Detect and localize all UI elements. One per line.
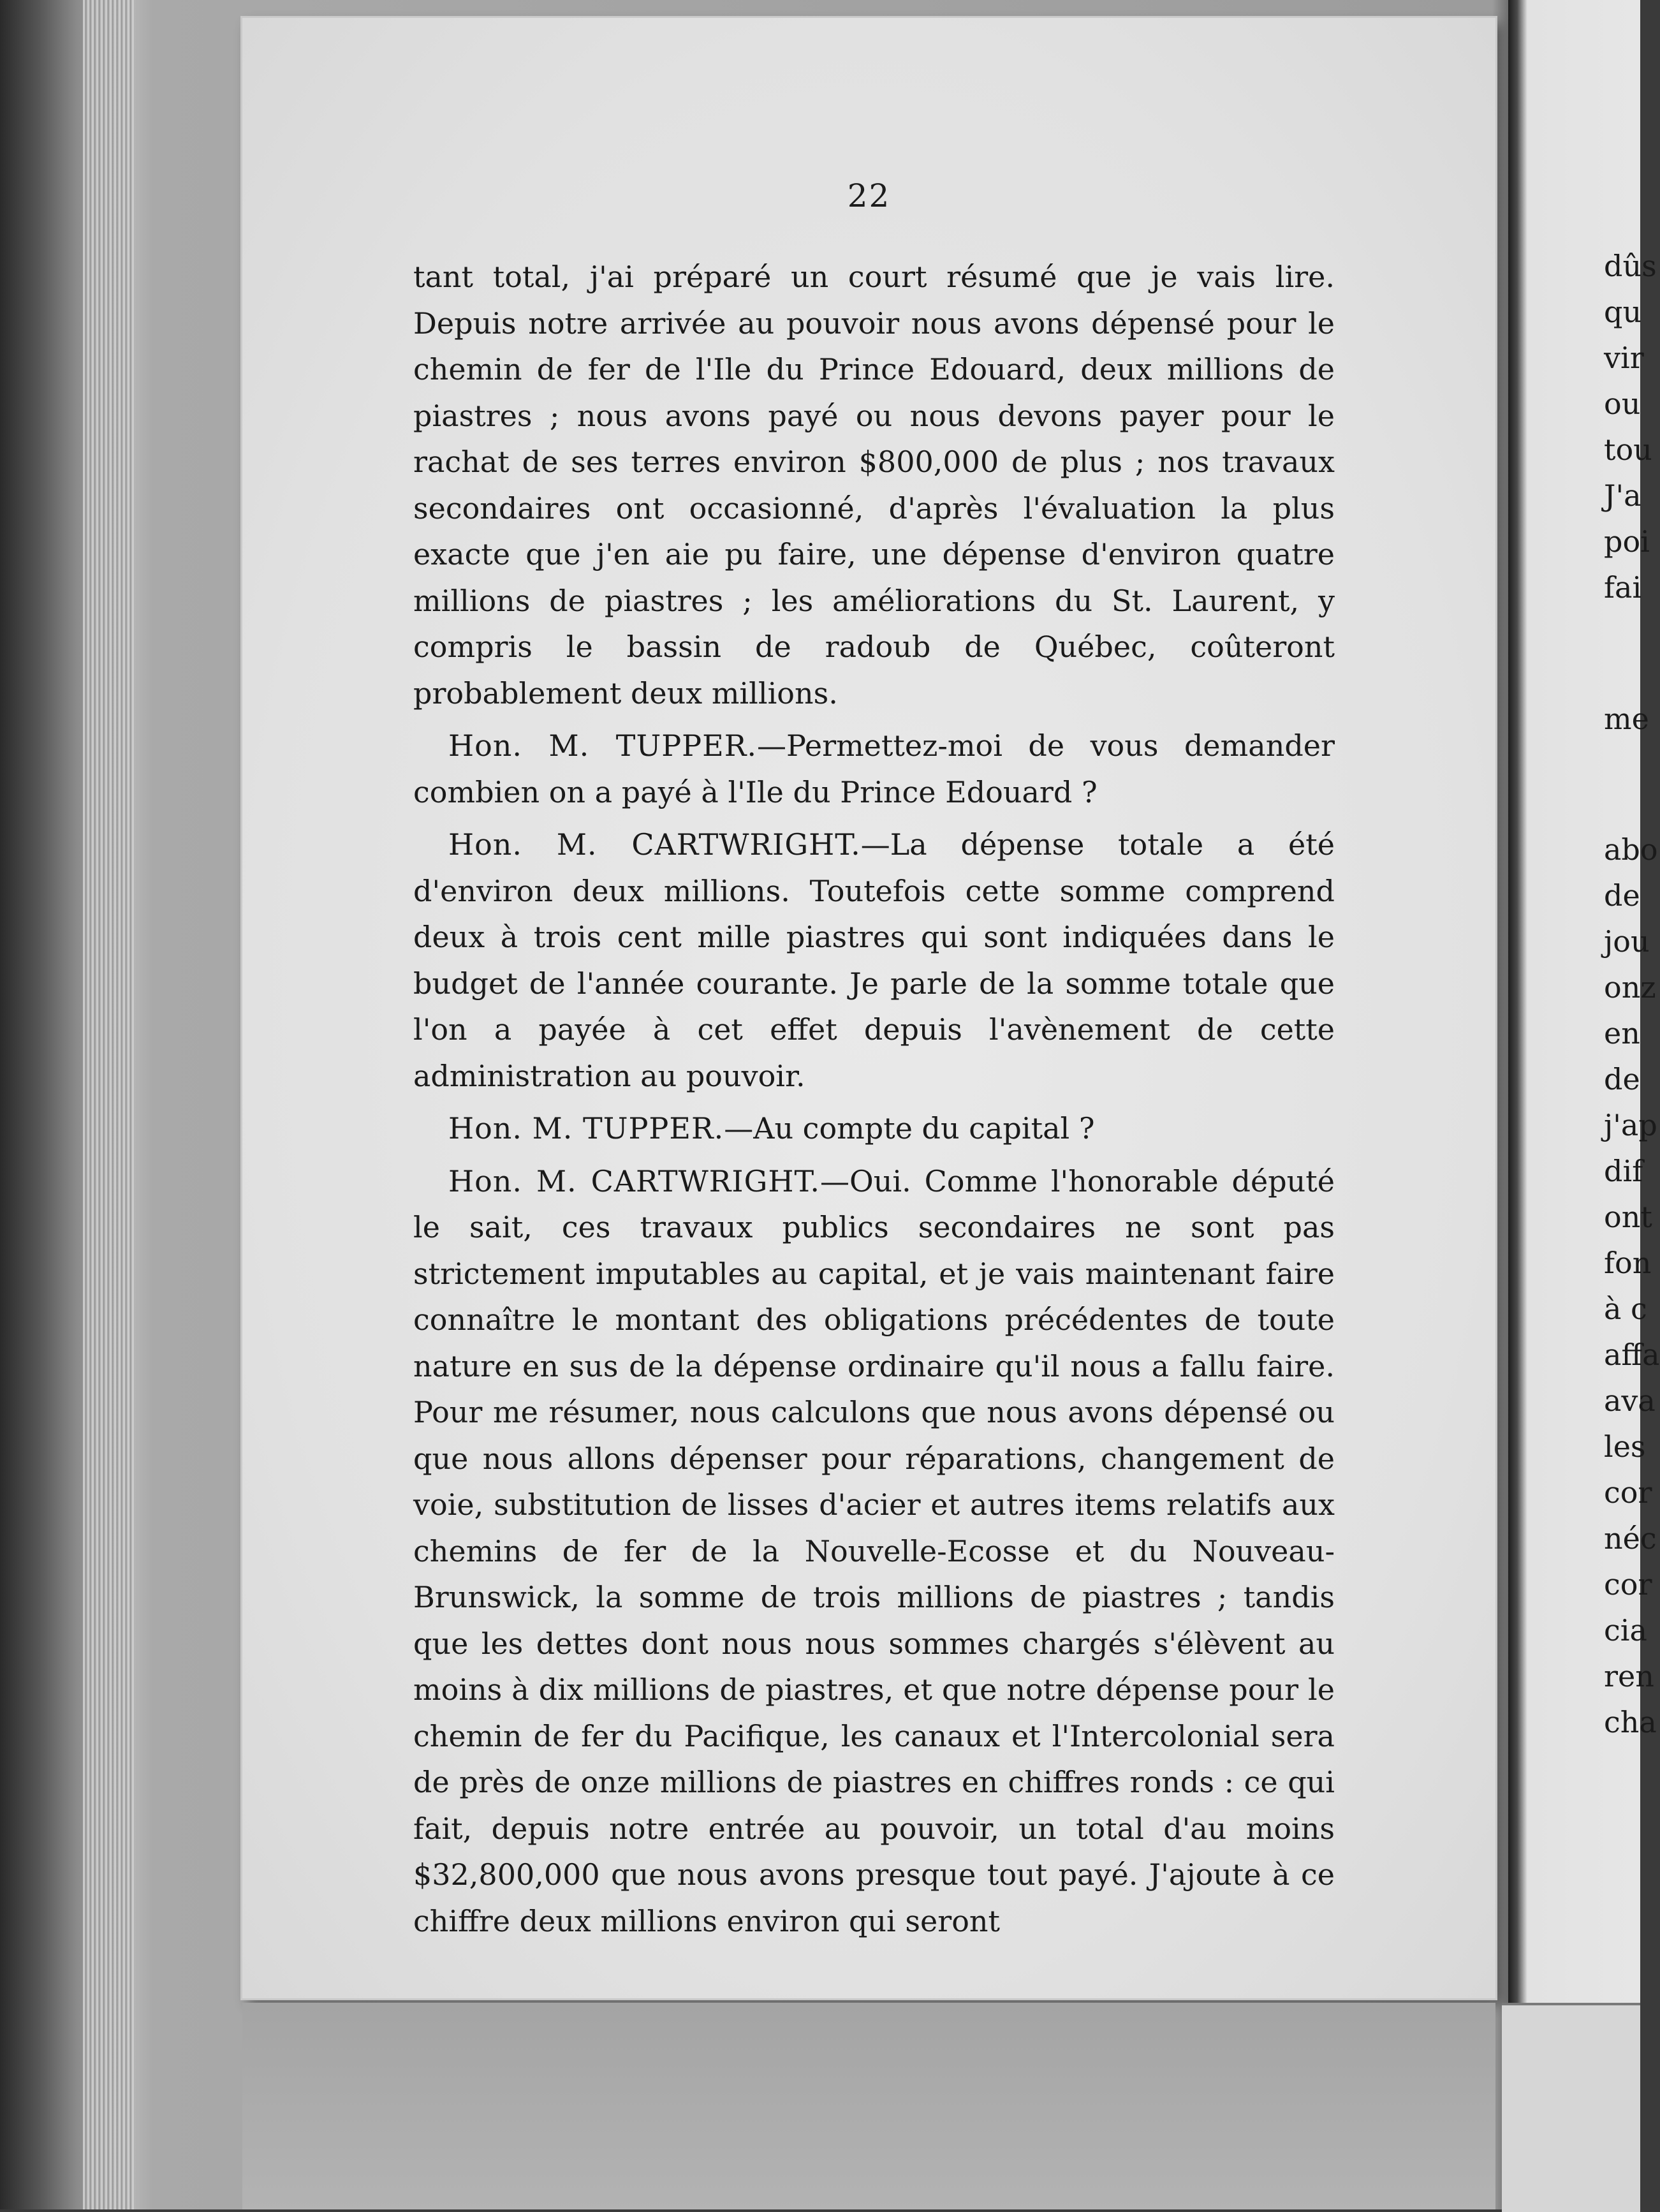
opposite-line: fon: [1604, 1246, 1652, 1280]
page-edges: [83, 0, 134, 2209]
speaker-name: Hon. M. TUPPER.: [448, 1111, 724, 1146]
opposite-line: J'a: [1604, 478, 1642, 513]
opposite-line: fai: [1604, 570, 1642, 605]
page-stack-bottom: [242, 2003, 1495, 2209]
opposite-line: cor: [1604, 1567, 1652, 1602]
opposite-line: j'ap: [1604, 1108, 1657, 1142]
paragraph-5: [413, 1158, 1335, 1945]
paragraph-4: [413, 1105, 1335, 1152]
paragraph-5-text: —Oui. Comme l'honorable député le sait, ces travaux publics secondaires ne sont pas strictement imputables au capital, et je vais maintenant faire connaître le montant des obligations précédentes de toute nature en sus de la dépense ordinaire qu'il nous a fallu faire. Pour me résumer, nous calculons que nous avons dépensé ou que nous allons dépenser pour réparations, changement de voie, substitution de lisses d'acier et autres items relatifs aux chemins de fer de la Nouvelle-Ecosse et du Nouveau-Brunswick, la somme de trois millions de piastres ; tandis que les dettes dont nous nous sommes chargés s'élèvent au moins à dix millions de piastres, et que notre dépense pour le chemin de fer du Pacifique, les canaux et l'Intercolonial sera de près de onze millions de piastres en chiffres ronds : ce qui fait, depuis notre entrée au pouvoir, un total d'au moins $32,800,000 que nous avons presque tout payé. J'ajoute à ce chiffre deux millions environ qui seront: [413, 1163, 1335, 1938]
opposite-line: les: [1604, 1429, 1646, 1464]
opposite-line: dûs: [1604, 249, 1657, 283]
opposite-line: ren: [1604, 1659, 1654, 1693]
opposite-page-stack-bottom: [1502, 2003, 1640, 2212]
opposite-line: vir: [1604, 341, 1644, 375]
opposite-line: en: [1604, 1016, 1640, 1051]
opposite-line: dif: [1604, 1154, 1643, 1188]
opposite-line: me: [1604, 702, 1649, 736]
page-text: [413, 254, 1335, 1950]
paragraph-1: [413, 254, 1335, 716]
paragraph-3: [413, 822, 1335, 1099]
opposite-line: qu: [1604, 295, 1642, 329]
opposite-line: ou: [1604, 387, 1641, 421]
paragraph-1-text: tant total, j'ai préparé un court résumé que je vais lire. Depuis notre arrivée au pouvoir nous avons dépensé pour le chemin de fer de l'Ile du Prince Edouard, deux millions de piastres ; nous avons payé ou nous devons payer pour le rachat de ses terres environ $800,000 de plus ; nos travaux secondaires ont occasionné, d'après l'évaluation la plus exacte que j'en aie pu faire, une dépense d'environ quatre millions de piastres ; les améliorations du St. Laurent, y compris le bassin de radoub de Québec, coûteront probablement deux millions.: [413, 260, 1335, 711]
opposite-line: poi: [1604, 524, 1650, 559]
opposite-line: ont: [1604, 1200, 1652, 1234]
opposite-line: jou: [1604, 924, 1650, 959]
paragraph-3-text: —La dépense totale a été d'environ deux millions. Toutefois cette somme comprend deux à trois cent mille piastres qui sont indiquées dans le budget de l'année courante. Je parle de la somme totale que l'on a payée à cet effet depuis l'avènement de cette administration au pouvoir.: [413, 827, 1335, 1093]
opposite-line: onz: [1604, 970, 1656, 1005]
speaker-name: Hon. M. TUPPER.: [448, 728, 757, 763]
opposite-line: abo: [1604, 832, 1658, 867]
opposite-line: cor: [1604, 1475, 1652, 1510]
scanned-page: [242, 18, 1495, 1998]
opposite-line: néc: [1604, 1521, 1657, 1556]
opposite-line: ava: [1604, 1383, 1656, 1418]
opposite-line: de: [1604, 1062, 1640, 1096]
paragraph-2-text: —Permettez-moi de vous demander combien on a payé à l'Ile du Prince Edouard ?: [413, 728, 1335, 809]
speaker-name: Hon. M. CARTWRIGHT.: [448, 827, 861, 862]
opposite-line: à c: [1604, 1292, 1647, 1326]
opposite-page: [1508, 0, 1660, 2209]
page-number: 22: [847, 177, 891, 214]
paragraph-4-text: —Au compte du capital ?: [724, 1111, 1095, 1146]
opposite-line: affa: [1604, 1338, 1660, 1372]
opposite-line: cia: [1604, 1613, 1647, 1648]
speaker-name: Hon. M. CARTWRIGHT.: [448, 1163, 821, 1198]
paragraph-2: [413, 723, 1335, 815]
opposite-line: de: [1604, 878, 1640, 913]
opposite-line: cha: [1604, 1705, 1657, 1739]
opposite-line: tou: [1604, 432, 1652, 467]
